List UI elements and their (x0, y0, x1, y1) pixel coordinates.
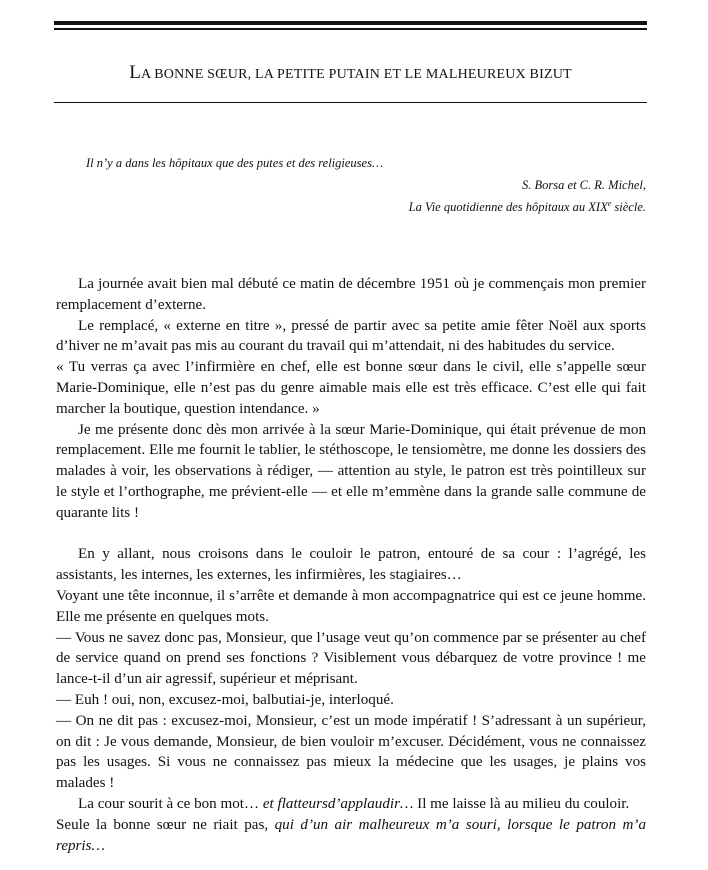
paragraph: Je me présente donc dès mon arrivée à la sœur Marie-Dominique, qui était prévenue de mon remplacement. Elle me fournit le tablier, le stéthoscope, le tensiomètre, me donne les dossiers des malades à voir, les observations à rédiger, — attention au style, le patron est très pointilleux sur le style et l’orthographe, me prévient-elle — et elle m’emmène dans la grande salle commune de quarante lits ! (56, 421, 646, 521)
paragraph: Le remplacé, « externe en titre », pressé de partir avec sa petite amie fêter Noël aux sports d’hiver ne m’avait pas mis au courant du travail qui m’attendait, ni des habitudes du service. (56, 317, 646, 355)
top-double-rule-thick (54, 21, 647, 25)
paragraph: En y allant, nous croisons dans le couloir le patron, entouré de sa cour : l’agrégé, les assistants, les internes, les externes, les infirmières, les stagiaires… (56, 546, 646, 584)
title-initial: L (129, 62, 142, 83)
paragraph-span: Seule la bonne sœur ne riait pas, (56, 816, 275, 833)
paragraph: Voyant une tête inconnue, il s’arrête et demande à mon accompagnatrice qui est ce jeune homme. Elle me présente en quelques mots. (56, 587, 646, 625)
paragraph (56, 815, 646, 857)
paragraph-italic-span: et flatteursd’applaudir… (262, 795, 414, 812)
epigraph-source-text: La Vie quotidienne des hôpitaux au XIX (408, 200, 608, 215)
epigraph-source (409, 199, 646, 215)
paragraph-span: La cour sourit à ce bon mot… (78, 795, 263, 812)
epigraph-quote: Il n’y a dans les hôpitaux que des putes et des religieuses… (86, 156, 384, 170)
paragraph: — Vous ne savez donc pas, Monsieur, que l’usage veut qu’on commence par se présenter au chef de service quand on prend ses fonctions ? Visiblement vous débarquez de votre province ! me lance-t-il d’un air agressif, supérieur et méprisant. (56, 629, 646, 688)
paragraph: « Tu verras ça avec l’infirmière en chef, elle est bonne sœur dans le civil, elle s’appelle sœur Marie-Dominique, elle n’est pas du genre aimable mais elle est très efficace. C’est elle qui fait marcher la boutique, question intendance. » (56, 359, 646, 417)
top-double-rule-thin (54, 28, 647, 30)
paragraph-span: Il me laisse là au milieu du couloir. (413, 795, 630, 812)
title-underline-rule (54, 102, 647, 103)
paragraph: La journée avait bien mal débuté ce matin de décembre 1951 où je commençais mon premier remplacement d’externe. (56, 276, 646, 313)
paragraph: — On ne dit pas : excusez-moi, Monsieur, c’est un mode impératif ! S’adressant à un supérieur, on dit : Je vous demande, Monsieur, de bien vouloir m’excuser. Décidément, vous ne connaissez pas les usages. Si vous ne connaissez pas mieux la médecine que les usages, je plains vos malades ! (56, 712, 646, 792)
title-rest: A BONNE SŒUR, LA PETITE PUTAIN ET LE MALHEUREUX BIZUT (141, 67, 572, 82)
epigraph-source-superscript: e (607, 199, 612, 208)
body-text (56, 274, 646, 856)
paragraph: — Euh ! oui, non, excusez-moi, balbutiai-je, interloqué. (56, 691, 394, 708)
paragraph (56, 794, 646, 815)
epigraph-source-suffix: siècle. (611, 200, 646, 215)
chapter-title (54, 62, 647, 84)
paragraph-italic-span: qui d’un air malheureux m’a souri, lorsque le patron m’a repris… (56, 816, 646, 854)
epigraph-authors: S. Borsa et C. R. Michel, (522, 178, 646, 192)
